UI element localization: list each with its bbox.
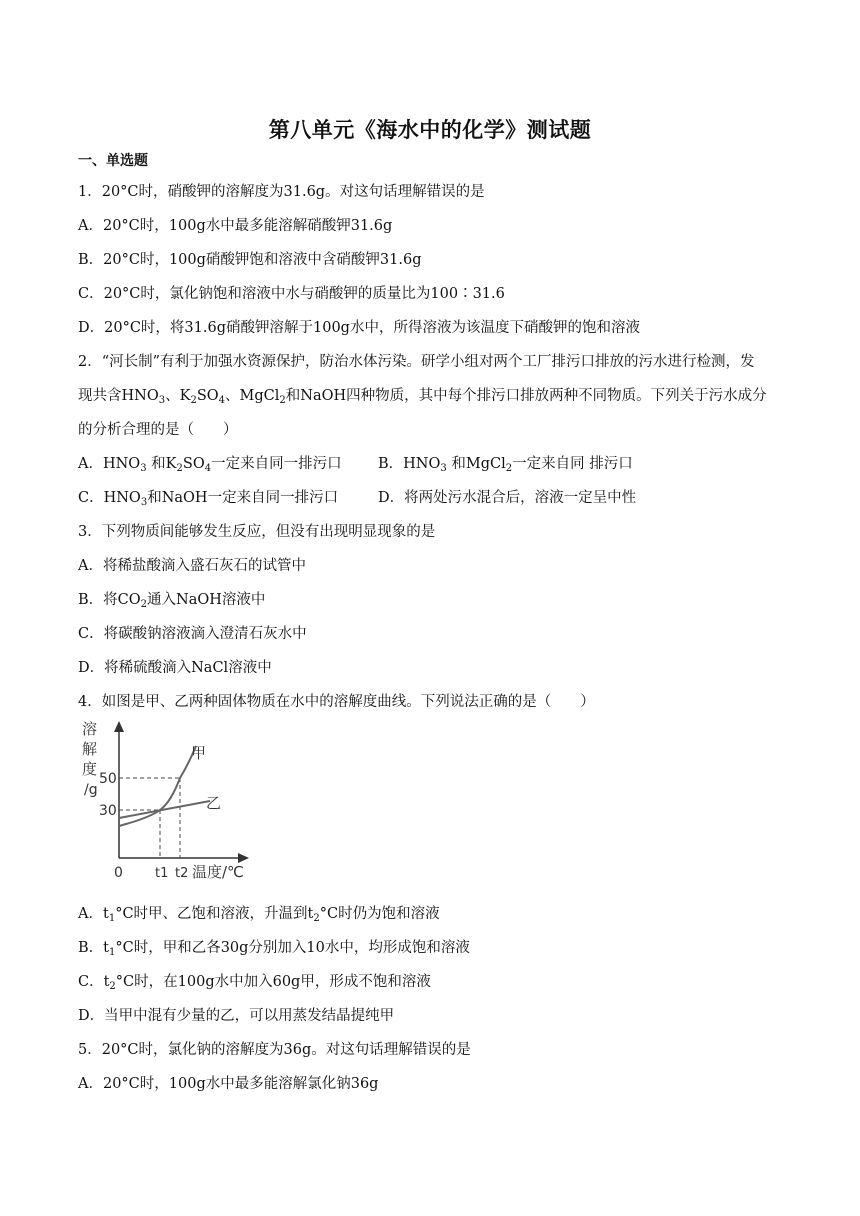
xtick-t1: t1 <box>155 866 169 881</box>
q4-option-d: D．当甲中混有少量的乙，可以用蒸发结晶提纯甲 <box>78 1008 395 1024</box>
ytick-50: 50 <box>99 771 117 787</box>
ylabel-3: 度 <box>82 760 98 778</box>
curve-jia <box>119 746 196 826</box>
q1-option-d: D．20°C时，将31.6g硝酸钾溶解于100g水中，所得溶液为该温度下硝酸钾的饱和溶液 <box>78 320 640 336</box>
q1-stem: 1．20°C时，硝酸钾的溶解度为31.6g。对这句话理解错误的是 <box>78 184 485 200</box>
xtick-t2: t2 <box>175 866 189 881</box>
q3-option-d: D．将稀硫酸滴入NaCl溶液中 <box>78 660 272 676</box>
x-axis-arrow <box>238 853 249 863</box>
ytick-30: 30 <box>99 803 117 819</box>
q1-option-a: A．20°C时，100g水中最多能溶解硝酸钾31.6g <box>78 218 393 234</box>
origin-label: 0 <box>114 865 123 881</box>
q2-stem-line1: 2．“河长制”有利于加强水资源保护，防治水体污染。研学小组对两个工厂排污口排放的污水进行检测，发 <box>78 354 755 370</box>
q2-option-b: B．$HNO_3$ 和MgCl$_2$一定来自同 排污口 <box>378 456 633 474</box>
section-heading: 一、单选题 <box>78 153 148 169</box>
q4-stem: 4．如图是甲、乙两种固体物质在水中的溶解度曲线。下列说法正确的是（ ） <box>78 694 595 710</box>
q2-option-d: D．将两处污水混合后，溶液一定呈中性 <box>378 490 637 506</box>
q3-option-c: C．将碳酸钠溶液滴入澄清石灰水中 <box>78 626 307 642</box>
y-axis-arrow <box>114 721 124 732</box>
series-label-yi: 乙 <box>206 794 222 812</box>
q1-option-b: B．20°C时，100g硝酸钾饱和溶液中含硝酸钾31.6g <box>78 252 422 268</box>
q4-option-b: B．$t_1^\circ C$时，甲和乙各30g分别加入10水中，均形成饱和溶液 <box>78 940 470 958</box>
q2-option-a: A．$HNO_3$ 和$K_2SO_4$一定来自同一排污口 <box>78 456 342 474</box>
q3-option-a: A．将稀盐酸滴入盛石灰石的试管中 <box>78 558 306 574</box>
q3-stem: 3．下列物质间能够发生反应，但没有出现明显现象的是 <box>78 524 436 540</box>
q1-option-c: C．20°C时，氯化钠饱和溶液中水与硝酸钾的质量比为100∶31.6 <box>78 286 505 302</box>
q2-stem-line2: 现共含$HNO_3$、$K_2SO_4$、MgCl$_2$和NaOH四种物质，其中每个排污口排放两种不同物质。下列关于污水成分 <box>78 388 767 406</box>
q2-options-row2 <box>78 486 778 507</box>
xlabel: 温度/℃ <box>192 863 244 881</box>
q4-option-a: A．$t_1^\circ C$时甲、乙饱和溶液，升温到$t_2^\circ C$时仍为饱和溶液 <box>78 906 440 924</box>
q2-options-row1 <box>78 452 778 473</box>
q5-stem: 5．20°C时，氯化钠的溶解度为36g。对这句话理解错误的是 <box>78 1042 471 1058</box>
q2-option-c: C．$HNO_3$和NaOH一定来自同一排污口 <box>78 490 339 508</box>
ylabel-2: 解 <box>82 740 98 758</box>
q4-option-c: C．$t_2^\circ C$时，在100g水中加入60g甲，形成不饱和溶液 <box>78 974 431 992</box>
ylabel-4: /g <box>84 782 98 798</box>
q2-stem-line3: 的分析合理的是（ ） <box>78 422 238 438</box>
q5-option-a: A．20°C时，100g水中最多能溶解氯化钠36g <box>78 1076 379 1092</box>
solubility-chart <box>74 718 254 882</box>
page-title: 第八单元《海水中的化学》测试题 <box>268 118 592 142</box>
series-label-jia: 甲 <box>191 744 207 762</box>
q3-option-b: B．将$CO_2$通入NaOH溶液中 <box>78 592 266 610</box>
curve-yi <box>119 801 210 818</box>
ylabel-1: 溶 <box>82 720 98 738</box>
